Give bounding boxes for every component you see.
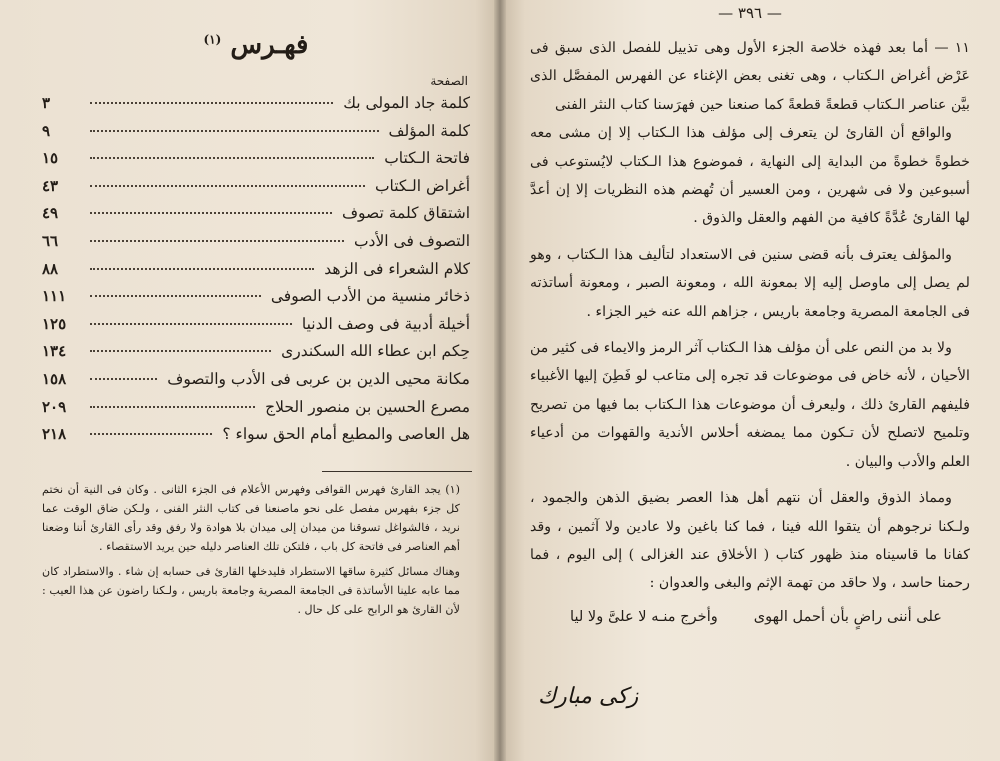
verse-hemistich-second: وأخرج منـه لا علىَّ ولا ليا: [570, 607, 718, 625]
index-entry: [42, 260, 470, 288]
index-entry-title: كلمة جاد المولى بك: [343, 94, 470, 112]
index-entry-page: ٢١٨: [42, 425, 67, 444]
leader-dots: [90, 323, 292, 325]
index-entry: [42, 315, 470, 343]
index-entry: [42, 94, 470, 122]
index-entry-page: ١٢٥: [42, 314, 67, 333]
index-entry: [42, 177, 470, 205]
index-entry-title: كلمة المؤلف: [388, 121, 470, 140]
text-page: [500, 0, 1000, 761]
index-entry-title: حِكم ابن عطاء الله السكندرى: [281, 342, 470, 361]
footnote: (١) يجد القارئ فهرس القوافى وفهرس الأعلام فى الجزء الثانى . وكان فى النية أن نختم كل جزء بفهرس مفصل على نحو ماصنعنا فى كتاب النثر الفنى ، ولـكن ضاق الوقت عما نريد ، فالشواغل تسوقنا من ميدان إلى ميدان بلا هوادة ولا رفق وقد رأى القارئ أننا وضعنا أهم العناصر فى فاتحة كل باب ، فلتكن تلك العناصر دليله حين يريد الاستقصاء .: [42, 482, 460, 553]
index-entry-page: ٤٣: [42, 176, 59, 195]
index-list: [42, 94, 470, 453]
leader-dots: [90, 102, 333, 104]
index-entry: [42, 122, 470, 150]
leader-dots: [90, 240, 344, 242]
leader-dots: [90, 433, 212, 435]
index-entry: [42, 149, 470, 177]
index-entry: [42, 370, 470, 398]
leader-dots: [90, 350, 271, 352]
index-entry: [42, 425, 470, 453]
leader-dots: [90, 406, 255, 408]
index-entry-title: أغراض الـكتاب: [374, 176, 470, 195]
footnote-rule: [322, 471, 472, 472]
index-entry-title: مصرع الحسين بن منصور الحلاج: [265, 397, 470, 416]
index-entry-title: مكانة محيى الدين بن عربى فى الأدب والتصوف: [167, 369, 470, 388]
verse-hemistich-first: على أننى راضٍ بأن أحمل الهوى: [753, 607, 942, 625]
index-entry-page: ٩: [42, 121, 51, 140]
verse-line: [530, 602, 970, 632]
index-entry-title: أخيلة أدبية فى وصف الدنيا: [301, 314, 470, 333]
index-entry-page: ٢٠٩: [42, 397, 67, 416]
page-number: — ٣٩٦ —: [718, 4, 782, 22]
leader-dots: [90, 212, 332, 214]
index-entry-page: ٨٨: [42, 259, 59, 278]
index-entry-page: ١٥٨: [42, 369, 67, 388]
index-title: [42, 30, 470, 60]
index-entry-page: ١٥: [42, 149, 59, 168]
index-entry-page: ١٣٤: [42, 342, 67, 361]
index-entry-title: اشتقاق كلمة تصوف: [341, 204, 470, 223]
paragraph: ١١ — أما بعد فهذه خلاصة الجزء الأول وهى تذييل للفصل الذى سبق فى عَرْض أغراض الـكتاب ، وهى تغنى بعض الإغناء عن الفهرس المفصَّل الذى بيَّن عناصر الـكتاب قطعةً قطعةً كما صنعنا حين فهرَسنا كتاب النثر الفنى: [530, 40, 970, 113]
paragraph: والواقع أن القارئ لن يتعرف إلى مؤلف هذا الـكتاب إلا إن مشى معه خطوةً خطوةً من البداية إلى النهاية ، فموضوع هذا الـكتاب لايُستوعب فى أسبوعين ولا فى شهرين ، ومن العسير أن تُهضم هذه النظريات إلا إن أعدَّ لها القارئ عُدَّةً كافية من الفهم والعقل والذوق .: [530, 125, 970, 227]
leader-dots: [90, 295, 261, 297]
index-entry-title: هل العاصى والمطيع أمام الحق سواء ؟: [222, 425, 470, 444]
footnote: وهناك مسائل كثيرة ساقها الاستطراد فليدخلها القارئ فى حسابه إن شاء . والاستطراد كان مما عابه علينا الأساتذة فى الجامعة المصرية وجامعة باريس ، ولـكنا راضون عن هذا العيب : لأن القارئ هو الرابح على كل حال .: [42, 564, 460, 616]
leader-dots: [90, 268, 314, 270]
index-entry: [42, 342, 470, 370]
index-entry: [42, 232, 470, 260]
index-entry: [42, 398, 470, 426]
page-column-header: الصفحة: [430, 74, 468, 88]
leader-dots: [90, 157, 374, 159]
leader-dots: [90, 185, 365, 187]
index-entry-page: ٣: [42, 94, 51, 112]
leader-dots: [90, 378, 157, 380]
leader-dots: [90, 130, 379, 132]
index-entry-title: كلام الشعراء فى الزهد: [324, 259, 470, 278]
index-title-text: فهـرس: [230, 30, 309, 60]
paragraph: ولا بد من النص على أن مؤلف هذا الـكتاب آثر الرمز والايماء فى كثير من الأحيان ، لأنه خاض فى موضوعات قد تجره إلى متاعب لو فَطِنَ إليها الأغبياء فليفهم القارئ ذلك ، وليعرف أن موضوعات هذا الـكتاب بما فيها من تصريح وتلميح لاتصلح لأن تـكون مما يمضغه أحلاس الأندية والقهوات من أدعياء العلم والأدب والبيان .: [530, 340, 970, 470]
author-signature: زكى مبارك: [538, 684, 639, 709]
index-entry-page: ٤٩: [42, 204, 59, 223]
index-title-note-marker: (١): [203, 32, 222, 47]
index-entry: [42, 204, 470, 232]
index-entry-page: ١١١: [42, 287, 67, 306]
index-entry-title: فاتحة الـكتاب: [384, 149, 470, 168]
index-entry: [42, 287, 470, 315]
paragraph: والمؤلف يعترف بأنه قضى سنين فى الاستعداد لتأليف هذا الـكتاب ، وهو لم يصل إلى ماوصل إليه إلا بمعونة الله ، ومعونة الصبر ، ومعونة أساتذته فى الجامعة المصرية وجامعة باريس ، جزاهم الله عنه خير الجزاء .: [530, 246, 970, 320]
index-entry-title: التصوف فى الأدب: [353, 231, 470, 250]
paragraph: ومماذ الذوق والعقل أن نتهم أهل هذا العصر بضيق الذهن والجمود ، ولـكنا نرجوهم أن يتقوا الله فينا ، فما كنا باغين ولا عادين ولا آثمين ، وقد كفانا ما قاسيناه منذ ظهور كتاب ( الأخلاق عند الغزالى ) إلى اليوم ، فما رحمنا حاسد ، ولا حاقد من تهمة الإثم والبغى والعدوان :: [530, 490, 970, 592]
index-entry-title: ذخائر منسية من الأدب الصوفى: [270, 287, 470, 306]
index-entry-page: ٦٦: [42, 231, 59, 250]
